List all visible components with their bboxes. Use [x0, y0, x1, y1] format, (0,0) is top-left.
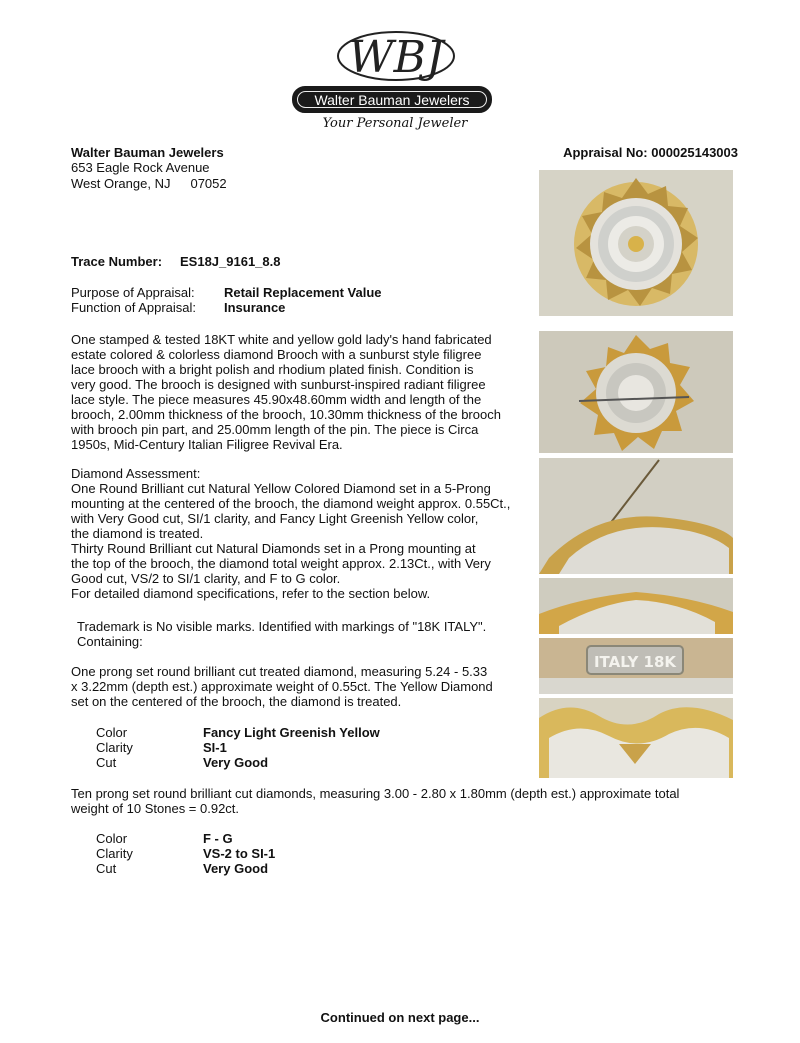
svg-text:WBJ: WBJ	[348, 32, 444, 83]
trace-number	[71, 254, 280, 269]
spec-label: Color	[96, 831, 128, 846]
stone2-color-row	[96, 831, 233, 846]
function-value: Insurance	[224, 300, 286, 315]
purpose-value: Retail Replacement Value	[224, 285, 382, 300]
logo-plate-text: Walter Bauman Jewelers	[297, 91, 487, 108]
spec-label: Color	[96, 725, 128, 740]
description-line: 1950s, Mid-Century Italian Filigree Revival Era.	[71, 437, 343, 452]
trademark-line: Containing:	[77, 634, 143, 649]
function-row	[71, 300, 285, 315]
stone1-line: One prong set round brilliant cut treated diamond, measuring 5.24 - 5.33	[71, 664, 488, 679]
diamond-assessment	[71, 466, 531, 601]
stone1-description	[71, 664, 531, 709]
brooch-profile-image	[539, 578, 733, 634]
assessment-line: mounting at the centered of the brooch, the diamond weight approx. 0.55Ct.,	[71, 496, 511, 511]
company-logo	[285, 28, 505, 138]
spec-label: Cut	[96, 861, 117, 876]
trademark-note	[77, 619, 537, 649]
spec-label: Clarity	[96, 846, 133, 861]
description-line: brooch, 2.00mm thickness of the brooch, 10.30mm thickness of the brooch	[71, 407, 501, 422]
assessment-line: For detailed diamond specifications, refer to the section below.	[71, 586, 431, 601]
hallmark-photo	[539, 638, 733, 694]
filigree-closeup-image	[539, 698, 733, 778]
spec-value: Fancy Light Greenish Yellow	[203, 725, 380, 740]
spec-value: F - G	[203, 831, 233, 846]
hallmark-stamp-text: ITALY 18K	[593, 653, 677, 671]
assessment-line: Thirty Round Brilliant cut Natural Diamonds set in a Prong mounting at	[71, 541, 476, 556]
brooch-back-photo	[539, 331, 733, 453]
logo-tagline: Your Personal Jeweler	[322, 116, 468, 131]
company-name: Walter Bauman Jewelers	[71, 145, 224, 160]
description-line: lace style. The piece measures 45.90x48.60mm width and length of the	[71, 392, 482, 407]
assessment-line: One Round Brilliant cut Natural Yellow Colored Diamond set in a 5-Prong	[71, 481, 491, 496]
zip-code: 07052	[190, 176, 227, 191]
item-description	[71, 332, 531, 452]
description-line: estate colored & colorless diamond Brooch with a sunburst style filigree	[71, 347, 482, 362]
stone1-line: set on the centered of the brooch, the diamond is treated.	[71, 694, 402, 709]
purpose-label: Purpose of Appraisal:	[71, 285, 195, 300]
trademark-line: Trademark is No visible marks. Identified with markings of "18K ITALY".	[77, 619, 487, 634]
hallmark-image	[539, 638, 733, 694]
filigree-closeup-photo	[539, 698, 733, 778]
stone1-line: x 3.22mm (depth est.) approximate weight of 0.55ct. The Yellow Diamond	[71, 679, 493, 694]
assessment-line: the diamond is treated.	[71, 526, 204, 541]
brooch-side-pin-photo	[539, 458, 733, 574]
description-line: with brooch pin part, and 25.00mm length of the pin. The piece is Circa	[71, 422, 479, 437]
appraisal-number	[563, 145, 738, 160]
continued-note: Continued on next page...	[320, 1010, 480, 1025]
brooch-side-pin-image	[539, 458, 733, 574]
stone2-cut-row	[96, 861, 268, 876]
logo-plate	[292, 86, 492, 113]
description-line: One stamped & tested 18KT white and yellow gold lady's hand fabricated	[71, 332, 492, 347]
spec-label: Clarity	[96, 740, 133, 755]
brooch-front-photo	[539, 170, 733, 316]
stone1-cut-row	[96, 755, 268, 770]
assessment-line: with Very Good cut, SI/1 clarity, and Fancy Light Greenish Yellow color,	[71, 511, 479, 526]
function-label: Function of Appraisal:	[71, 300, 197, 315]
stone2-line: Ten prong set round brilliant cut diamonds, measuring 3.00 - 2.80 x 1.80mm (depth est.) approximate total	[71, 786, 680, 801]
stone2-line: weight of 10 Stones = 0.92ct.	[71, 801, 240, 816]
spec-value: Very Good	[203, 861, 269, 876]
stone1-clarity-row	[96, 740, 227, 755]
spec-value: SI-1	[203, 740, 227, 755]
city-state: West Orange, NJ	[71, 176, 171, 191]
assessment-heading: Diamond Assessment:	[71, 466, 201, 481]
monogram-logo	[321, 28, 471, 86]
purpose-row	[71, 285, 382, 300]
company-address: 653 Eagle Rock Avenue	[71, 160, 210, 175]
appraisal-label: Appraisal No:	[563, 145, 648, 160]
assessment-line: the top of the brooch, the diamond total weight approx. 2.13Ct., with Very	[71, 556, 491, 571]
company-city	[71, 176, 227, 191]
stone1-color-row	[96, 725, 380, 740]
stone2-clarity-row	[96, 846, 275, 861]
brooch-profile-photo	[539, 578, 733, 634]
assessment-line: Good cut, VS/2 to SI/1 clarity, and F to G color.	[71, 571, 341, 586]
appraisal-value: 000025143003	[651, 145, 738, 160]
trace-value: ES18J_9161_8.8	[180, 254, 281, 269]
spec-value: Very Good	[203, 755, 269, 770]
spec-value: VS-2 to SI-1	[203, 846, 276, 861]
stone2-description	[71, 786, 751, 816]
brooch-front-image	[539, 170, 733, 316]
trace-label: Trace Number:	[71, 254, 163, 269]
description-line: very good. The brooch is designed with sunburst-inspired radiant filigree	[71, 377, 486, 392]
brooch-back-image	[539, 331, 733, 453]
spec-label: Cut	[96, 755, 117, 770]
description-line: lace brooch with a bright polish and rhodium plated finish. Condition is	[71, 362, 474, 377]
